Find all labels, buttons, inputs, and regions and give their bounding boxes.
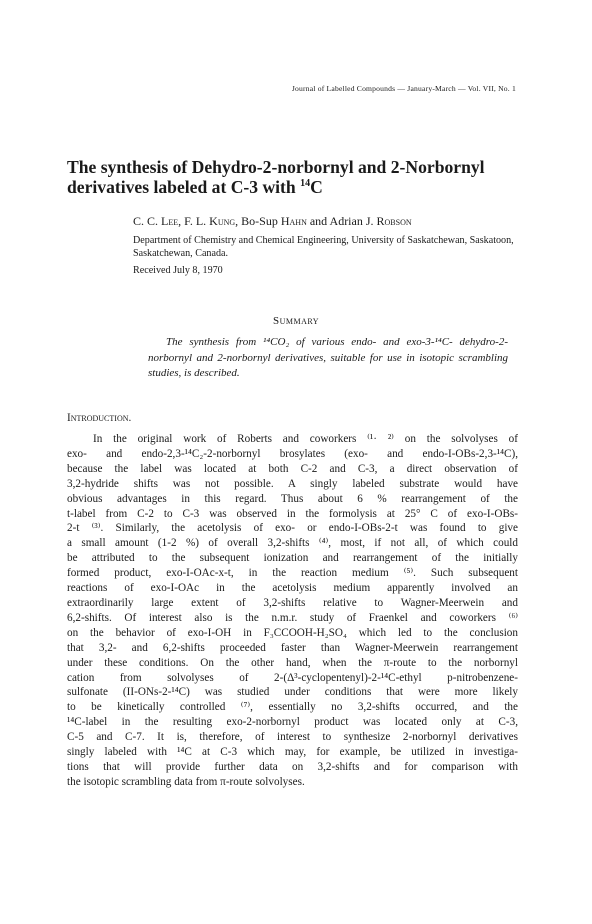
article-title bbox=[67, 157, 527, 197]
summary-line: The synthesis from ¹⁴CO₂ of various endo- and exo-3-¹⁴C- bbox=[166, 336, 453, 348]
body-line: on the behavior of exo-I-OH in F₃CCOOH-H₂SO₄ which led to the conclusion bbox=[67, 626, 518, 639]
body-line: to be kinetically controlled ⁽⁷⁾, essentially no 3,2-shifts occurred, and the bbox=[67, 701, 518, 714]
body-line: a small amount (1-2 %) of overall 3,2-shifts ⁽⁴⁾, most, if not all, of which could bbox=[67, 537, 518, 550]
introduction-body bbox=[67, 432, 518, 790]
introduction-heading: Introduction. bbox=[67, 412, 132, 424]
author-surname: Robson bbox=[376, 214, 412, 228]
body-line: 6,2-shifts. Of interest also is the n.m.r. study of Fraenkel and coworkers ⁽⁶⁾ bbox=[67, 611, 518, 624]
body-line: C-5 and C-7. It is, therefore, of interest to synthesize 2-norbornyl derivatives bbox=[67, 731, 518, 744]
body-line: be attributed to the subsequent ionization and rearrangement of the initially bbox=[67, 552, 518, 565]
author-surname: Lee bbox=[161, 214, 179, 228]
summary-heading: Summary bbox=[272, 315, 320, 327]
body-line: tions that will provide further data on 3,2-shifts and for comparison with bbox=[67, 760, 518, 773]
title-text: The synthesis of Dehydro-2-norbornyl and 2-Norbornyl derivatives labeled at C-3 with bbox=[67, 157, 485, 197]
body-line: sulfonate (II-ONs-2-¹⁴C) was studied under conditions that were more likely bbox=[67, 686, 518, 699]
body-line: formed product, exo-I-OAc-x-t, in the reaction medium ⁽⁵⁾. Such subsequent bbox=[67, 567, 518, 580]
author-surname: Hahn bbox=[280, 214, 307, 228]
author-initials: , Bo-Sup bbox=[235, 214, 281, 228]
title-isotope-mass: 14 bbox=[300, 178, 311, 190]
author-list bbox=[133, 214, 518, 229]
author-surname: Kung bbox=[209, 214, 236, 228]
affiliation: Department of Chemistry and Chemical Engineering, University of Saskatchewan, Saskatoon, Saskatchewan, Canada. bbox=[133, 235, 514, 259]
body-line: because the label was located at both C-2 and C-3, a direct observation of bbox=[67, 462, 518, 475]
received-date: Received July 8, 1970 bbox=[133, 265, 223, 276]
body-line: ¹⁴C-label in the resulting exo-2-norbornyl product was located only at C-3, bbox=[67, 716, 518, 729]
summary-line: dehydro-2-norbornyl and 2-norbornyl derivatives, suitable for use bbox=[148, 336, 508, 364]
body-line: extraordinarily large extent of 3,2-shifts relative to Wagner-Meerwein and bbox=[67, 596, 518, 609]
body-line: 3,2-hydride shifts was not possible. A singly labeled substrate would have bbox=[67, 477, 518, 490]
summary-abstract bbox=[148, 335, 508, 382]
author-initials: and Adrian J. bbox=[306, 214, 377, 228]
body-line: under these conditions. On the other hand, when the π-route to the norbornyl bbox=[67, 656, 518, 669]
author-initials: , F. L. bbox=[178, 214, 210, 228]
body-line: singly labeled with ¹⁴C at C-3 which may, for example, be utilized in investiga- bbox=[67, 746, 518, 759]
body-line: the isotopic scrambling data from π-route solvolyses. bbox=[67, 775, 305, 788]
body-line: cation from solvolyses of 2-(Δ³-cyclopentenyl)-2-¹⁴C-ethyl p-nitrobenzene- bbox=[67, 671, 518, 684]
running-head: Journal of Labelled Compounds — January-March — Vol. VII, No. 1 bbox=[291, 84, 516, 93]
summary-line: in isotopic scrambling studies, is described. bbox=[148, 351, 509, 380]
title-element: C bbox=[310, 177, 323, 197]
body-line: exo- and endo-2,3-¹⁴C₂-2-norbornyl brosylates (exo- and endo-I-OBs-2,3-¹⁴C), bbox=[67, 447, 518, 460]
body-line: t-label from C-2 to C-3 was observed in the formolysis at 25° C of exo-I-OBs- bbox=[67, 507, 518, 520]
body-line: that 3,2- and 6,2-shifts proceeded faster than Wagner-Meerwein rearrangement bbox=[67, 641, 518, 654]
body-line: In the original work of Roberts and coworkers ⁽¹· ²⁾ on the solvolyses of bbox=[93, 433, 518, 445]
body-line: obvious advantages in this regard. Thus about 6 % rearrangement of the bbox=[67, 492, 518, 505]
body-line: 2-t ⁽³⁾. Similarly, the acetolysis of exo- or endo-I-OBs-2-t was found to give bbox=[67, 522, 518, 535]
author-initials: C. C. bbox=[133, 214, 162, 228]
body-line: reactions of exo-I-OAc in the acetolysis medium apparently involved an bbox=[67, 582, 518, 595]
